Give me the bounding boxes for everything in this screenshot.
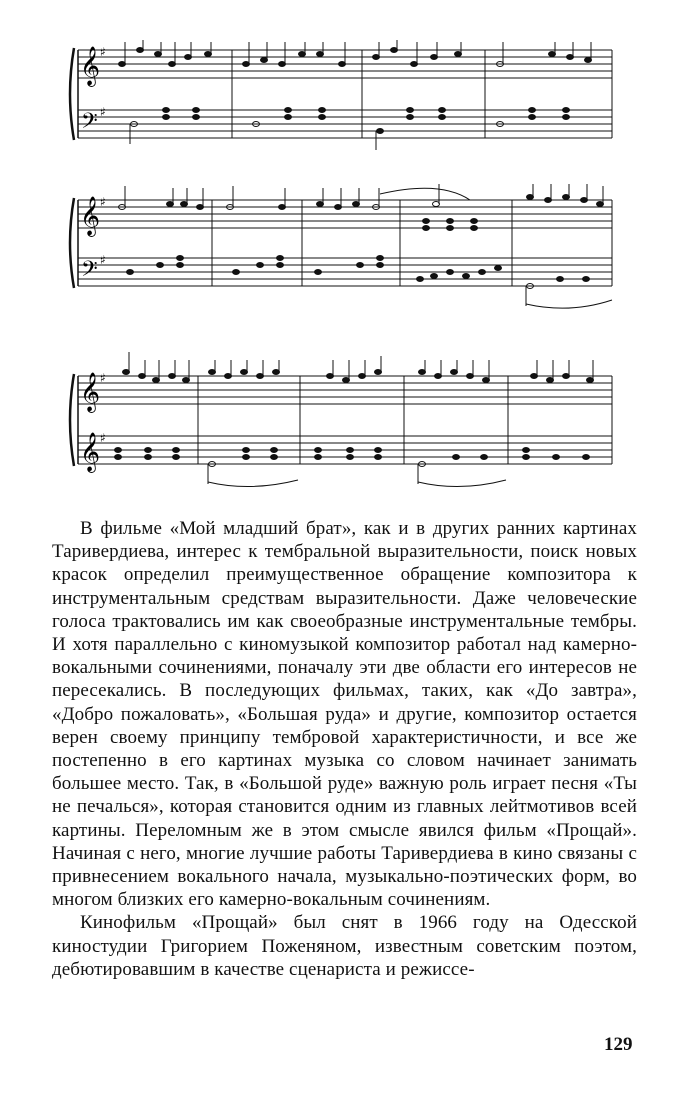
key-signature: ♯ bbox=[100, 371, 106, 385]
key-signature: ♯ bbox=[100, 105, 106, 119]
page-number: 129 bbox=[604, 1034, 633, 1055]
music-staff-svg bbox=[60, 346, 620, 496]
music-staff-svg bbox=[60, 182, 620, 310]
key-signature: ♯ bbox=[100, 431, 106, 445]
bass-clef: 𝄢 bbox=[81, 257, 98, 287]
music-staff-svg bbox=[60, 40, 620, 160]
paragraph: Кинофильм «Прощай» был снят в 1966 году на Одесской киностудии Григорием Поженяном, известным советским поэтом, дебютировавшим в качестве сценариста и режиссе- bbox=[52, 912, 637, 980]
bass-clef: 𝄢 bbox=[81, 109, 98, 139]
key-signature: ♯ bbox=[100, 45, 106, 59]
treble-clef: 𝄞 bbox=[80, 196, 101, 236]
treble-clef: 𝄞 bbox=[80, 372, 101, 412]
treble-clef: 𝄞 bbox=[80, 46, 101, 86]
treble-clef: 𝄞 bbox=[80, 432, 101, 472]
music-system-2 bbox=[60, 182, 620, 310]
body-text bbox=[52, 517, 637, 981]
key-signature: ♯ bbox=[100, 253, 106, 267]
music-system-3 bbox=[60, 346, 620, 496]
key-signature: ♯ bbox=[100, 195, 106, 209]
music-system-1 bbox=[60, 40, 620, 160]
paragraph: В фильме «Мой младший брат», как и в других ранних картинах Таривердиева, интерес к тембральной выразительности, поиск новых красок определил преимущественное обращение композитора к инструментальным средствам выразительности. Даже человеческие голоса трактовались им как своеобразные инструментальные тембры. И хотя параллельно с киномузыкой композитор работал над камерно-вокальными сочинениями, поначалу эти две области его интересов не пересекались. В последующих фильмах, таких, как «До завтра», «Добро пожаловать», «Большая руда» и другие, композитор остается верен своему принципу тембровой характеристичности, и все же постепенно в его картинах музыка со словом начинает занимать большее место. Так, в «Большой руде» важную роль играет песня «Ты не печалься», которая становится одним из главных лейтмотивов всей картины. Переломным же в этом смысле явился фильм «Прощай». Начиная с него, многие лучшие работы Таривердиева в кино связаны с привнесением вокального начала, музыкально-поэтических форм, во многом близких его камерно-вокальным сочинениям. bbox=[52, 518, 637, 911]
